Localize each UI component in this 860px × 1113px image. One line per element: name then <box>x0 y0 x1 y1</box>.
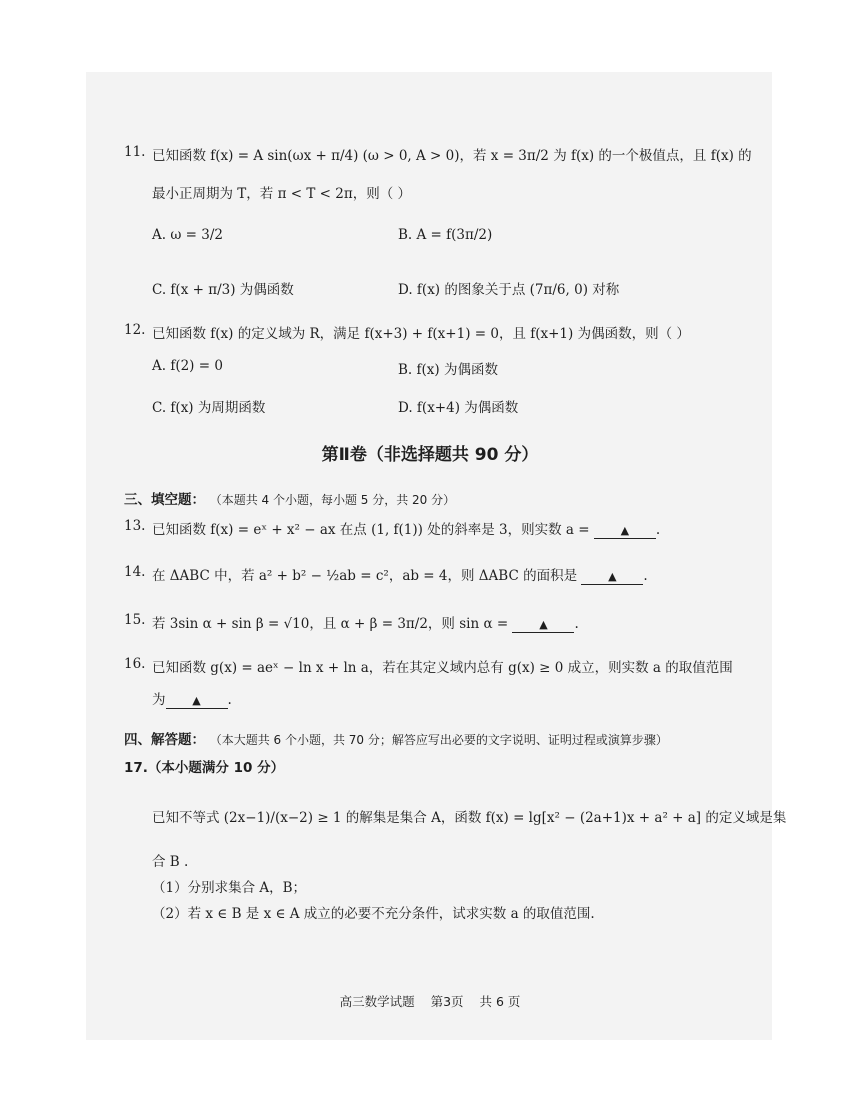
q14-end: . <box>643 568 648 584</box>
q16-text: 已知函数 g(x) = aeˣ − ln x + ln a，若在其定义域内总有 g(x) ≥ 0 成立，则实数 a 的取值范围 <box>152 660 733 676</box>
q16-end: . <box>227 692 232 708</box>
part4-heading <box>124 728 668 748</box>
footer-page: 第3页 <box>430 994 464 1009</box>
q13-line <box>152 518 660 539</box>
part3-heading-label: 三、填空题： <box>124 492 205 508</box>
q12-number: 12. <box>124 322 146 338</box>
q13-answer-blank: ▲ <box>594 524 656 539</box>
q15-answer-blank: ▲ <box>512 618 574 633</box>
q11-number: 11. <box>124 144 146 160</box>
q11-option-d: D. f(x) 的图象关于点 (7π/6, 0) 对称 <box>398 282 620 298</box>
q16-line2 <box>152 688 232 709</box>
q15-line <box>152 612 579 633</box>
q13-number: 13. <box>124 518 146 534</box>
q14-answer-blank: ▲ <box>581 570 643 585</box>
q12-option-b: B. f(x) 为偶函数 <box>398 362 498 378</box>
q17-stem-line1: 已知不等式 (2x−1)/(x−2) ≥ 1 的解集是集合 A，函数 f(x) = lg[x² − (2a+1)x + a² + a] 的定义域是集 <box>152 810 787 826</box>
q15-number: 15. <box>124 612 146 628</box>
q12-option-d: D. f(x+4) 为偶函数 <box>398 400 519 416</box>
part3-heading-note: （本题共 4 个小题，每小题 5 分，共 20 分） <box>209 493 456 507</box>
page-footer <box>0 992 860 1010</box>
q17-part1: （1）分别求集合 A，B； <box>152 880 307 896</box>
q12-option-a: A. f(2) = 0 <box>152 358 223 374</box>
q15-text: 若 3sin α + sin β = √10，且 α + β = 3π/2，则 sin α = <box>152 616 509 632</box>
q16-answer-blank: ▲ <box>166 694 228 709</box>
q12-option-c: C. f(x) 为周期函数 <box>152 400 266 416</box>
q14-line <box>152 564 648 585</box>
q17-heading: 17.（本小题满分 10 分） <box>124 760 285 776</box>
q11-option-c: C. f(x + π/3) 为偶函数 <box>152 282 294 298</box>
section-2-title: 第Ⅱ卷（非选择题共 90 分） <box>321 445 539 465</box>
q11-option-a: A. ω = 3/2 <box>152 227 223 243</box>
q13-text: 已知函数 f(x) = eˣ + x² − ax 在点 (1, f(1)) 处的斜率是 3，则实数 a = <box>152 522 590 538</box>
q15-end: . <box>574 616 579 632</box>
footer-title: 高三数学试题 <box>339 994 415 1009</box>
q16-line2-text: 为 <box>152 692 166 708</box>
q16-number: 16. <box>124 656 146 672</box>
q17-part2: （2）若 x ∈ B 是 x ∈ A 成立的必要不充分条件，试求实数 a 的取值范围. <box>152 906 595 922</box>
part4-heading-note: （本大题共 6 个小题，共 70 分；解答应写出必要的文字说明、证明过程或演算步骤） <box>209 733 668 747</box>
q12-stem: 已知函数 f(x) 的定义域为 R，满足 f(x+3) + f(x+1) = 0，且 f(x+1) 为偶函数，则（ ） <box>152 326 690 342</box>
q14-number: 14. <box>124 564 146 580</box>
q11-stem-line2: 最小正周期为 T，若 π < T < 2π，则（ ） <box>152 186 412 202</box>
q14-text: 在 ΔABC 中，若 a² + b² − ½ab = c²，ab = 4，则 ΔABC 的面积是 <box>152 568 578 584</box>
q11-option-b: B. A = f(3π/2) <box>398 227 493 243</box>
part4-heading-label: 四、解答题： <box>124 732 205 748</box>
q13-end: . <box>655 522 661 538</box>
q11-stem-line1: 已知函数 f(x) = A sin(ωx + π/4) (ω > 0, A > 0)，若 x = 3π/2 为 f(x) 的一个极值点，且 f(x) 的 <box>152 148 752 164</box>
footer-total: 共 6 页 <box>479 994 521 1009</box>
q17-stem-line2: 合 B . <box>152 854 189 870</box>
part3-heading <box>124 488 455 508</box>
